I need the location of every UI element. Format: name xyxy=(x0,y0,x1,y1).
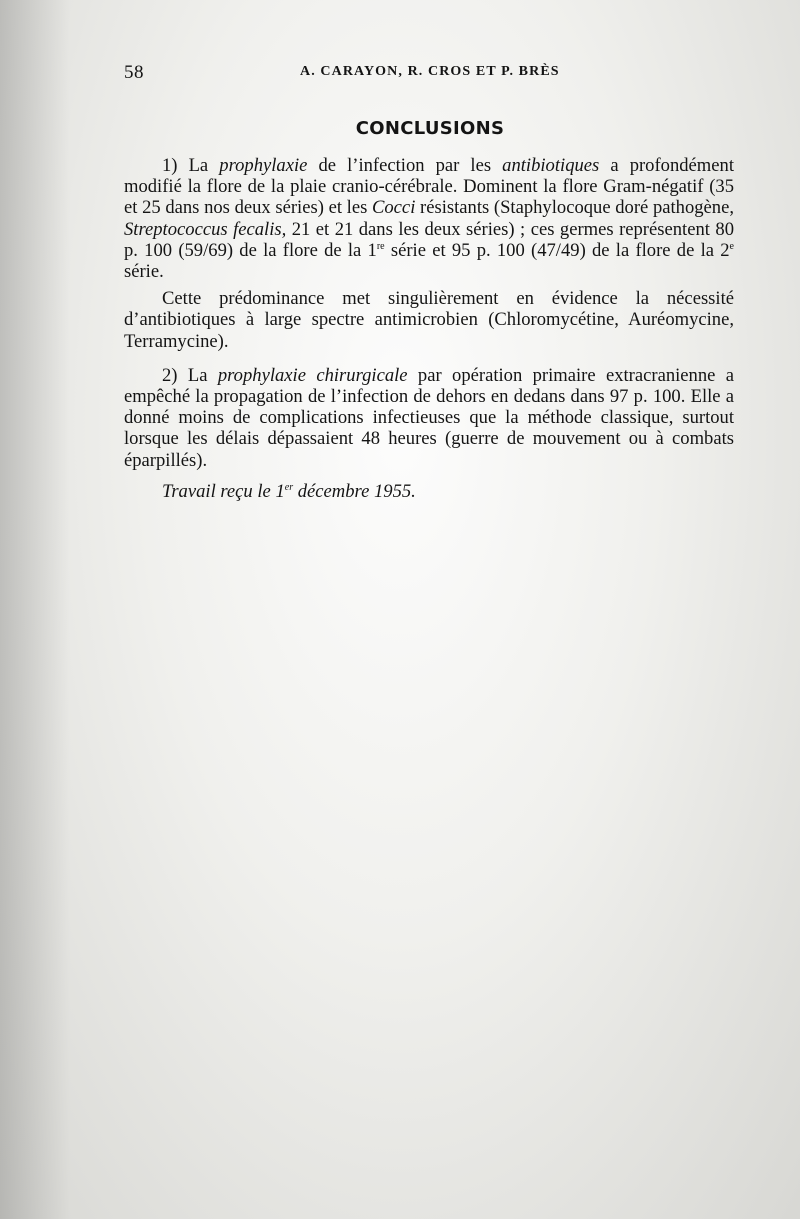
scan-shadow xyxy=(0,0,70,1219)
received-text-c: décembre 1955. xyxy=(293,481,416,502)
paragraph-1 xyxy=(124,155,734,282)
p1-italic-prophylaxie: prophylaxie xyxy=(219,155,308,176)
p1-text-k: série et 95 p. 100 (47/49) de la flore de la 2 xyxy=(384,239,730,261)
p3-text-a: 2) La xyxy=(162,364,218,386)
page-number: 58 xyxy=(124,62,144,83)
received-text-a: Travail reçu le 1 xyxy=(162,481,285,502)
p1-italic-streptococcus: Streptococcus fecalis, xyxy=(124,218,287,240)
p1-italic-cocci: Cocci xyxy=(371,197,416,219)
section-title: CONCLUSIONS xyxy=(355,118,505,139)
header-authors: A. CARAYON, R. CROS ET P. BRÈS xyxy=(300,64,560,79)
paragraph-2: Cette prédominance met singulièrement en évidence la nécessité d’antibiotiques à large spectre antimicrobien (Chloromycétine, Auréomycine, Terramycine). xyxy=(124,288,734,352)
p1-text-g: résistants (Staphylocoque doré pathogène, xyxy=(415,197,735,219)
paragraph-3 xyxy=(124,365,734,471)
received-superscript: er xyxy=(284,482,294,493)
running-head xyxy=(124,62,732,86)
p3-text-c: par opération primaire extracranienne a empêché la propagation de l’infection de dehors en dedans dans 97 p. 100. Elle a donné moins de complications infectieuses que la méthode classique, surtout lorsque les délais dépassaient 48 heures (guerre de mouvement ou à combats éparpillés). xyxy=(124,364,735,471)
p1-italic-antibiotiques: antibiotiques xyxy=(502,155,600,176)
p1-text-c: de l’infection par les xyxy=(307,155,503,176)
p1-text-a: 1) La xyxy=(162,155,220,176)
p1-superscript-e: e xyxy=(729,240,734,252)
p1-superscript-re: re xyxy=(376,240,385,252)
p1-text-i: 21 et 21 dans les deux séries) ; ces germes représentent 80 p. 100 (59/69) de la flore de la 1 xyxy=(124,218,734,261)
p3-italic-prophylaxie-chirurgicale: prophylaxie chirurgicale xyxy=(217,364,408,386)
p1-text-e: a profondément modifié la flore de la plaie cranio-cérébrale. Dominent la flore Gram-négatif (35 et 25 dans nos deux séries) et les xyxy=(124,155,734,219)
p1-text-m: série. xyxy=(124,261,164,283)
body-text xyxy=(124,155,734,477)
received-note xyxy=(162,481,416,503)
